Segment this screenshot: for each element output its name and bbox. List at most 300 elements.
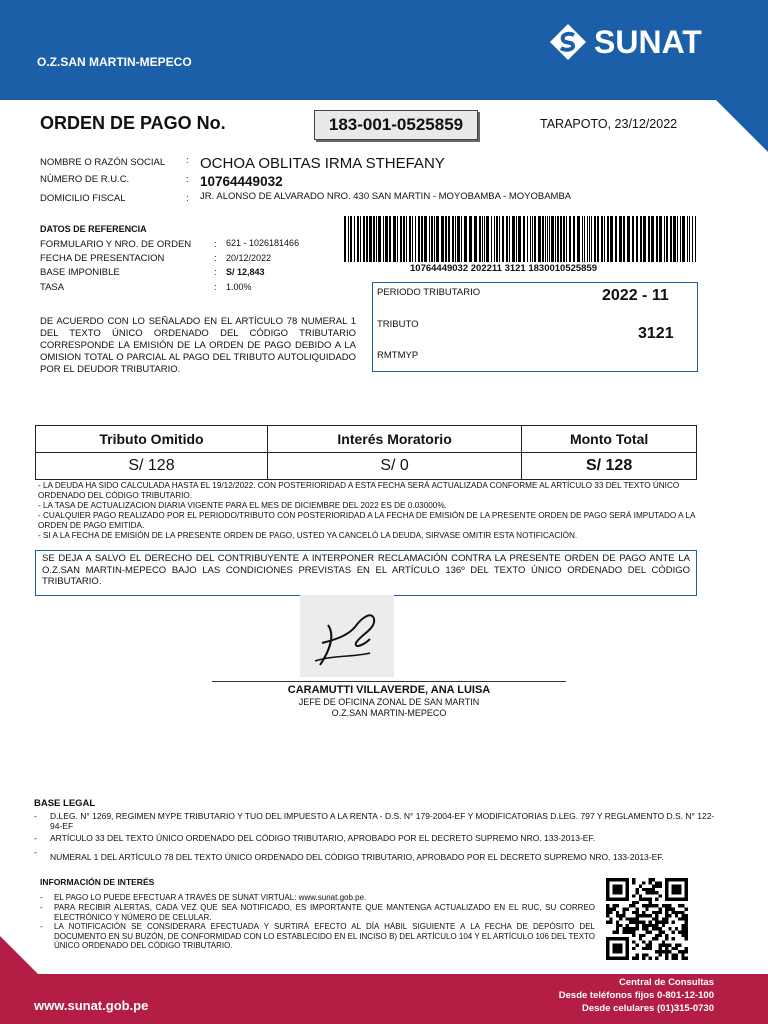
barcode-bar xyxy=(496,216,498,262)
qr-module xyxy=(622,908,625,911)
qr-module xyxy=(678,911,681,914)
qr-module xyxy=(649,898,652,901)
qr-module xyxy=(681,934,684,937)
contact-info xyxy=(559,976,714,1015)
barcode-bar xyxy=(555,216,556,262)
qr-module xyxy=(619,917,622,920)
qr-module xyxy=(655,934,658,937)
qr-module xyxy=(685,914,688,917)
header-tributo-omitido: Tributo Omitido xyxy=(36,426,268,453)
qr-module xyxy=(662,950,665,953)
barcode-bar xyxy=(378,216,381,262)
reclamation-notice: SE DEJA A SALVO EL DERECHO DEL CONTRIBUYENTE A INTERPONER RECLAMACIÓN CONTRA LA PRESENTE ORDEN DE PAGO ANTE LA O.Z.SAN MARTIN-MEPECO BAJO LAS CONDICIONES PREVISTAS EN EL ARTÍCULO 136º DEL TEXTO ÚNICO ORDENADO DEL CÓDIGO TRIBUTARIO. xyxy=(35,550,697,596)
barcode-bar xyxy=(357,216,359,262)
qr-module xyxy=(665,934,668,937)
qr-module xyxy=(655,898,658,901)
barcode-bar xyxy=(682,216,685,262)
qr-module xyxy=(622,930,625,933)
qr-module xyxy=(616,904,619,907)
base-legal-heading: BASE LEGAL xyxy=(34,798,96,809)
qr-module xyxy=(675,911,678,914)
qr-module xyxy=(616,927,619,930)
qr-module xyxy=(636,927,639,930)
qr-module xyxy=(645,953,648,956)
qr-module xyxy=(665,904,668,907)
qr-module xyxy=(658,947,661,950)
barcode-bar xyxy=(354,216,355,262)
barcode-bar xyxy=(424,216,427,262)
value-monto-total: S/ 128 xyxy=(522,453,697,480)
barcode-bar xyxy=(532,216,533,262)
qr-module xyxy=(665,937,668,940)
qr-module xyxy=(632,927,635,930)
qr-module xyxy=(681,953,684,956)
barcode-bar xyxy=(482,216,483,262)
qr-module xyxy=(642,927,645,930)
qr-module xyxy=(665,947,668,950)
qr-module xyxy=(642,934,645,937)
qr-module xyxy=(626,930,629,933)
notes xyxy=(38,481,698,541)
barcode-bar xyxy=(530,216,531,262)
qr-module xyxy=(606,911,609,914)
qr-module xyxy=(652,911,655,914)
barcode-bar xyxy=(589,216,590,262)
qr-module xyxy=(632,904,635,907)
barcode-bar xyxy=(494,216,495,262)
barcode-bar xyxy=(607,216,609,262)
barcode-bar xyxy=(664,216,665,262)
qr-module xyxy=(622,914,625,917)
qr-module xyxy=(629,921,632,924)
base-label: BASE IMPONIBLE xyxy=(40,267,120,278)
base-legal-item: - D.LEG. N° 1269, REGIMEN MYPE TRIBUTARIO Y TUO DEL IMPUESTO A LA RENTA - D.S. N° 179-2004-EF Y MODIFICATORIAS D.LEG. 797 Y REGLAMENTO D.S. N° 122-94-EF xyxy=(34,811,724,831)
barcode-bar xyxy=(587,216,588,262)
qr-module xyxy=(665,950,668,953)
barcode-bar xyxy=(502,216,504,262)
qr-module xyxy=(632,957,635,960)
barcode-bar xyxy=(601,216,603,262)
contact-title: Central de Consultas xyxy=(618,977,714,988)
qr-module xyxy=(652,904,655,907)
qr-module xyxy=(639,934,642,937)
qr-module xyxy=(649,957,652,960)
sunat-logo-icon xyxy=(548,22,588,62)
qr-module xyxy=(645,927,648,930)
qr-module xyxy=(645,924,648,927)
qr-module xyxy=(642,940,645,943)
qr-module xyxy=(645,891,648,894)
qr-module xyxy=(642,947,645,950)
qr-module xyxy=(655,950,658,953)
barcode-bar xyxy=(455,216,456,262)
qr-module xyxy=(606,914,609,917)
ruc-value: 10764449032 xyxy=(200,174,283,189)
qr-module xyxy=(652,937,655,940)
qr-module xyxy=(681,924,684,927)
barcode-bar xyxy=(484,216,485,262)
barcode-bar xyxy=(369,216,372,262)
qr-module xyxy=(675,914,678,917)
tribute-label: TRIBUTO xyxy=(377,319,419,330)
qr-module xyxy=(655,937,658,940)
base-legal-item: - ARTÍCULO 33 DEL TEXTO ÚNICO ORDENADO DEL CÓDIGO TRIBUTARIO, APROBADO POR EL DECRETO SUPREMO NRO. 133-2013-EF. xyxy=(34,833,724,843)
qr-module xyxy=(649,930,652,933)
qr-module xyxy=(626,908,629,911)
qr-module xyxy=(672,947,675,950)
qr-module xyxy=(619,924,622,927)
barcode-bar xyxy=(429,216,430,262)
barcode-bar xyxy=(615,216,617,262)
qr-module xyxy=(681,950,684,953)
qr-module xyxy=(632,881,635,884)
qr-module xyxy=(632,901,635,904)
barcode-bar xyxy=(527,216,528,262)
barcode-bar xyxy=(523,216,525,262)
table-header-row xyxy=(36,426,697,453)
qr-module xyxy=(658,934,661,937)
qr-module xyxy=(681,911,684,914)
order-number: 183-001-0525859 xyxy=(314,110,478,140)
barcode-bar xyxy=(448,216,450,262)
table-value-row xyxy=(36,453,697,480)
barcode-bar xyxy=(610,216,613,262)
base-legal-text: NUMERAL 1 DEL ARTÍCULO 78 DEL TEXTO ÚNICO ORDENADO DEL CÓDIGO TRIBUTARIO, APROBADO POR EL DECRETO SUPREMO NRO. 133-2013-EF. xyxy=(50,852,664,862)
rate-label: TASA xyxy=(40,282,65,293)
barcode-bar xyxy=(434,216,435,262)
note-item: - LA DEUDA HA SIDO CALCULADA HASTA EL 19/12/2022. CON POSTERIORIDAD A ESTA FECHA SERÁ ACTUALIZADA CONFORME AL ARTÍCULO 33 DEL TEXTO ÚNICO ORDENADO DEL CÓDIGO TRIBUTARIO. xyxy=(38,481,680,500)
qr-module xyxy=(649,891,652,894)
qr-module xyxy=(642,881,645,884)
barcode-bar xyxy=(506,216,508,262)
qr-module xyxy=(665,921,668,924)
barcode-bar xyxy=(692,216,693,262)
barcode-bar xyxy=(659,216,662,262)
form-label: FORMULARIO Y NRO. DE ORDEN xyxy=(40,239,192,250)
reference-heading: DATOS DE REFERENCIA xyxy=(40,224,147,234)
qr-module xyxy=(652,888,655,891)
barcode-bar xyxy=(636,216,638,262)
qr-module xyxy=(655,914,658,917)
qr-module xyxy=(665,957,668,960)
info-text: PARA RECIBIR ALERTAS, CADA VEZ QUE SEA NOTIFICADO, ES IMPORTANTE QUE MANTENGA ACTUALIZADO EN EL RUC, SU CORREO ELECTRÓNICO Y NÚMERO DE CELULAR. xyxy=(54,903,595,922)
qr-module xyxy=(645,908,648,911)
qr-module xyxy=(681,914,684,917)
qr-module xyxy=(652,924,655,927)
qr-module xyxy=(613,908,616,911)
colon: : xyxy=(214,282,217,293)
colon: : xyxy=(214,239,217,250)
barcode-bar xyxy=(627,216,630,262)
qr-module xyxy=(649,924,652,927)
legal-paragraph: DE ACUERDO CON LO SEÑALADO EN EL ARTÍCULO 78 NUMERAL 1 DEL TEXTO ÚNICO ORDENADO DEL CÓDIGO TRIBUTARIO CORRESPONDE LA EMISIÓN DE LA ORDEN DE PAGO DEBIDO A LA OMISION TOTAL O PARCIAL AL PAGO DEL TRIBUTO AUTOLIQUIDADO POR EL DEUDOR TRIBUTARIO. xyxy=(40,316,356,375)
qr-module xyxy=(681,930,684,933)
barcode-bar xyxy=(591,216,592,262)
signer-role: JEFE DE OFICINA ZONAL DE SAN MARTIN xyxy=(298,697,480,707)
barcode-bar xyxy=(563,216,565,262)
qr-module xyxy=(616,924,619,927)
qr-module xyxy=(629,927,632,930)
rate-value: 1.00% xyxy=(226,282,252,292)
barcode-bar xyxy=(597,216,599,262)
qr-module xyxy=(685,934,688,937)
qr-module xyxy=(649,921,652,924)
qr-module xyxy=(678,930,681,933)
barcode-bar xyxy=(409,216,411,262)
qr-module xyxy=(681,917,684,920)
base-legal-text: ARTÍCULO 33 DEL TEXTO ÚNICO ORDENADO DEL CÓDIGO TRIBUTARIO, APROBADO POR EL DECRETO SUPREMO NRO. 133-2013-EF. xyxy=(50,833,596,843)
qr-module xyxy=(685,950,688,953)
qr-module xyxy=(649,940,652,943)
qr-module xyxy=(642,921,645,924)
qr-module xyxy=(645,904,648,907)
base-value: S/ 12,843 xyxy=(226,267,265,277)
qr-module xyxy=(619,914,622,917)
qr-module xyxy=(613,904,616,907)
qr-module xyxy=(639,914,642,917)
qr-module xyxy=(629,904,632,907)
qr-module xyxy=(678,904,681,907)
barcode-bar xyxy=(373,216,375,262)
barcode-bar xyxy=(344,216,346,262)
barcode-bar xyxy=(551,216,554,262)
value-tributo-omitido: S/ 128 xyxy=(36,453,268,480)
qr-module xyxy=(649,947,652,950)
qr-module xyxy=(675,947,678,950)
qr-module xyxy=(636,914,639,917)
qr-module xyxy=(658,908,661,911)
barcode-bar xyxy=(640,216,642,262)
qr-module xyxy=(662,924,665,927)
qr-module xyxy=(636,921,639,924)
barcode-bar xyxy=(406,216,407,262)
info-text: LA NOTIFICACIÓN SE CONSIDERARA EFECTUADA Y SURTIRÁ EFECTO AL DÍA HÁBIL SIGUIENTE A LA FECHA DE DEPÓSITO DEL DOCUMENTO EN SU BUZÓN, DE CONFORMIDAD CON LO ESTABLECIDO EN EL INCISO B) DEL ARTÍCULO 104 Y EL ARTÍCULO 106 DEL TEXTO ÚNICO ORDENADO DEL CÓDIGO TRIBUTARIO. xyxy=(54,922,595,950)
qr-module xyxy=(681,904,684,907)
qr-module xyxy=(616,930,619,933)
qr-module xyxy=(658,950,661,953)
signature-image xyxy=(300,595,394,677)
qr-module xyxy=(652,885,655,888)
qr-module xyxy=(649,914,652,917)
qr-module xyxy=(636,888,639,891)
qr-module xyxy=(681,957,684,960)
website-link[interactable]: www.sunat.gob.pe xyxy=(34,998,149,1013)
barcode-bar xyxy=(695,216,696,262)
qr-module xyxy=(685,947,688,950)
barcode-bar xyxy=(474,216,477,262)
qr-module xyxy=(645,947,648,950)
qr-module xyxy=(632,917,635,920)
barcode-bar xyxy=(415,216,416,262)
info-item: - EL PAGO LO PUEDE EFECTUAR A TRAVÉS DE SUNAT VIRTUAL: www.sunat.gob.pe. xyxy=(40,893,595,903)
barcode-bar xyxy=(385,216,388,262)
barcode-bar xyxy=(403,216,405,262)
address-label: DOMICILIO FISCAL xyxy=(40,193,126,204)
qr-module xyxy=(632,934,635,937)
period-label: PERIODO TRIBUTARIO xyxy=(377,287,481,298)
info-heading: INFORMACIÓN DE INTERÉS xyxy=(40,877,155,887)
qr-module xyxy=(649,878,652,881)
barcode-bar xyxy=(689,216,690,262)
qr-module xyxy=(685,924,688,927)
barcode-bar xyxy=(499,216,500,262)
footer-corner xyxy=(0,936,38,974)
barcode-bar xyxy=(397,216,398,262)
qr-module xyxy=(685,930,688,933)
barcode-bar xyxy=(491,216,492,262)
qr-module xyxy=(636,891,639,894)
qr-module xyxy=(681,927,684,930)
info-item: - PARA RECIBIR ALERTAS, CADA VEZ QUE SEA NOTIFICADO, ES IMPORTANTE QUE MANTENGA ACTUALIZADO EN EL RUC, SU CORREO ELECTRÓNICO Y NÚMERO DE CELULAR. xyxy=(40,903,595,922)
barcode-bar xyxy=(421,216,423,262)
qr-module xyxy=(662,921,665,924)
qr-module xyxy=(649,881,652,884)
qr-module xyxy=(616,911,619,914)
qr-module xyxy=(629,917,632,920)
brand-name: SUNAT xyxy=(594,23,702,60)
qr-module xyxy=(636,911,639,914)
qr-module xyxy=(609,917,612,920)
barcode-bar xyxy=(648,216,650,262)
qr-module xyxy=(616,914,619,917)
qr-module xyxy=(626,917,629,920)
header-monto-total: Monto Total xyxy=(522,426,697,453)
qr-module xyxy=(606,921,609,924)
office-name: O.Z.SAN MARTIN-MEPECO xyxy=(37,55,192,69)
barcode-bar xyxy=(512,216,515,262)
barcode-bar xyxy=(418,216,420,262)
qr-module xyxy=(606,908,609,911)
barcode-bar xyxy=(538,216,541,262)
barcode-bar xyxy=(469,216,472,262)
qr-module xyxy=(652,917,655,920)
qr-module xyxy=(668,927,671,930)
qr-module xyxy=(678,917,681,920)
note-item: - SI A LA FECHA DE EMISIÓN DE LA PRESENTE ORDEN DE PAGO, USTED YA CANCELÓ LA DEUDA, SIRVASE OMITIR ESTA NOTIFICACIÓN. xyxy=(38,531,578,540)
barcode-bar xyxy=(516,216,517,262)
barcode-bar xyxy=(545,216,546,262)
qr-module xyxy=(658,930,661,933)
contact-mobile: Desde celulares (01)315-0730 xyxy=(581,1003,714,1014)
qr-module xyxy=(655,885,658,888)
qr-module xyxy=(636,944,639,947)
barcode-bar xyxy=(687,216,688,262)
barcode-bar xyxy=(670,216,672,262)
barcode xyxy=(344,216,696,262)
contact-landline: Desde teléfonos fijos 0-801-12-100 xyxy=(558,990,714,1001)
place-date: TARAPOTO, 23/12/2022 xyxy=(540,117,678,131)
address-value: JR. ALONSO DE ALVARADO NRO. 430 SAN MARTIN - MOYOBAMBA - MOYOBAMBA xyxy=(200,191,572,202)
qr-module xyxy=(632,894,635,897)
qr-module xyxy=(665,944,668,947)
note-item: - CUALQUIER PAGO REALIZADO POR EL PERIODO/TRIBUTO CON POSTERIORIDAD A LA FECHA DE EMISIÓN DE LA PRESENTE ORDEN DE PAGO SERÁ IMPUTADO A LA ORDEN DE PAGO EMITIDA. xyxy=(38,511,695,530)
qr-module xyxy=(655,911,658,914)
colon: : xyxy=(186,193,189,204)
qr-module xyxy=(672,921,675,924)
qr-module xyxy=(649,944,652,947)
taxpayer-name: OCHOA OBLITAS IRMA STHEFANY xyxy=(200,155,445,172)
barcode-bar xyxy=(569,216,571,262)
barcode-bar xyxy=(452,216,454,262)
date-value: 20/12/2022 xyxy=(226,253,272,263)
amounts-table xyxy=(35,425,697,480)
qr-module xyxy=(675,953,678,956)
qr-module xyxy=(658,944,661,947)
qr-module xyxy=(645,930,648,933)
qr-module xyxy=(645,914,648,917)
name-label: NOMBRE O RAZÓN SOCIAL xyxy=(40,157,166,168)
qr-module xyxy=(665,911,668,914)
form-value: 621 - 1026181466 xyxy=(226,238,300,248)
qr-module xyxy=(665,914,668,917)
qr-module xyxy=(639,937,642,940)
barcode-bar xyxy=(632,216,634,262)
qr-module xyxy=(665,917,668,920)
barcode-bar xyxy=(582,216,583,262)
page-title: ORDEN DE PAGO No. xyxy=(40,113,226,133)
period-value: 2022 - 11 xyxy=(602,287,669,304)
qr-module xyxy=(678,950,681,953)
qr-module xyxy=(655,927,658,930)
qr-module xyxy=(636,924,639,927)
qr-module xyxy=(632,911,635,914)
qr-module xyxy=(668,904,671,907)
qr-module xyxy=(632,930,635,933)
qr-module xyxy=(645,944,648,947)
qr-module xyxy=(639,885,642,888)
qr-module xyxy=(642,911,645,914)
barcode-bar xyxy=(366,216,368,262)
qr-module xyxy=(655,921,658,924)
qr-module xyxy=(622,911,625,914)
info-item: - LA NOTIFICACIÓN SE CONSIDERARA EFECTUADA Y SURTIRÁ EFECTO AL DÍA HÁBIL SIGUIENTE A LA FECHA DE DEPÓSITO DEL DOCUMENTO EN SU BUZÓN, DE CONFORMIDAD CON LO ESTABLECIDO EN EL INCISO B) DEL ARTÍCULO 104 Y EL ARTÍCULO 106 DEL TEXTO ÚNICO ORDENADO DEL CÓDIGO TRIBUTARIO. xyxy=(40,922,595,950)
qr-module xyxy=(642,904,645,907)
qr-module xyxy=(655,891,658,894)
qr-module xyxy=(668,944,671,947)
qr-module xyxy=(655,917,658,920)
qr-module xyxy=(609,911,612,914)
barcode-bar xyxy=(445,216,447,262)
barcode-bar xyxy=(461,216,462,262)
barcode-bar xyxy=(348,216,349,262)
qr-module xyxy=(632,940,635,943)
tribute-value: 3121 xyxy=(638,325,674,342)
colon: : xyxy=(186,155,189,166)
qr-module xyxy=(685,921,688,924)
qr-module xyxy=(672,957,675,960)
barcode-bar xyxy=(534,216,536,262)
qr-module xyxy=(632,921,635,924)
date-label: FECHA DE PRESENTACION xyxy=(40,253,165,264)
qr-module xyxy=(658,927,661,930)
barcode-bar xyxy=(389,216,391,262)
base-legal-text: D.LEG. N° 1269, REGIMEN MYPE TRIBUTARIO Y TUO DEL IMPUESTO A LA RENTA - D.S. N° 179-2004-EF Y MODIFICATORIAS D.LEG. 797 Y REGLAMENTO D.S. N° 122-94-EF xyxy=(50,811,715,831)
qr-module xyxy=(672,930,675,933)
qr-finder xyxy=(613,944,623,954)
header-corner xyxy=(716,100,768,152)
qr-module xyxy=(655,957,658,960)
qr-module xyxy=(665,908,668,911)
qr-module xyxy=(662,904,665,907)
barcode-bar xyxy=(363,216,365,262)
qr-module xyxy=(655,881,658,884)
qr-module xyxy=(639,921,642,924)
barcode-bar xyxy=(518,216,521,262)
qr-module xyxy=(652,891,655,894)
barcode-bar xyxy=(651,216,654,262)
qr-module xyxy=(642,898,645,901)
qr-module xyxy=(649,888,652,891)
